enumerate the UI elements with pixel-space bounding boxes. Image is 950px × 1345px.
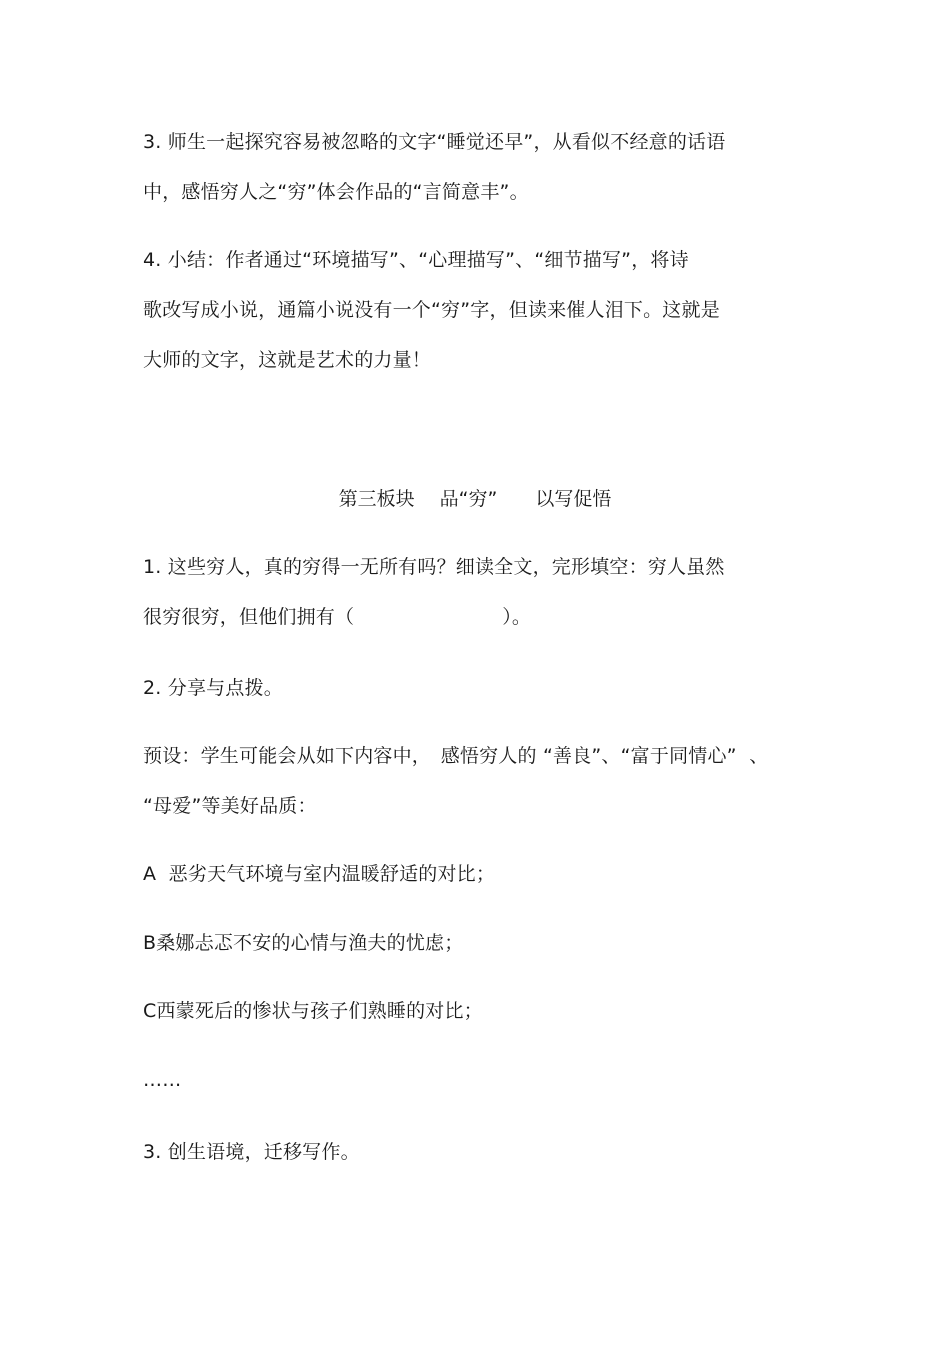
section3-item3: 3. 创生语境，迁移写作。 xyxy=(143,1141,360,1163)
item1-text-after-blank: ）。 xyxy=(502,606,532,628)
section2-item3-line1: 3. 师生一起探究容易被忽略的文字“睡觉还早”，从看似不经意的话语 xyxy=(143,131,726,153)
section2-item4-line2: 歌改写成小说，通篇小说没有一个“穷”字，但读来催人泪下。这就是 xyxy=(143,299,720,321)
option-b: B桑娜忐忑不安的心情与渔夫的忧虑； xyxy=(143,932,464,954)
item1-text-before-blank: 很穷很穷，但他们拥有（ xyxy=(143,606,355,628)
section2-item3-line2: 中，感悟穷人之“穷”体会作品的“言简意丰”。 xyxy=(143,181,529,203)
section3-item2: 2. 分享与点拨。 xyxy=(143,677,283,699)
section3-heading: 第三板块 品“穷” 以写促悟 xyxy=(338,488,612,510)
ellipsis: …… xyxy=(143,1069,182,1091)
section3-item1-line2 xyxy=(143,605,531,629)
section3-item1-line1: 1. 这些穷人，真的穷得一无所有吗？细读全文，完形填空：穷人虽然 xyxy=(143,556,725,578)
option-a: A 恶劣天气环境与室内温暖舒适的对比； xyxy=(143,863,496,885)
section2-item4-line1: 4. 小结：作者通过“环境描写”、“心理描写”、“细节描写”，将诗 xyxy=(143,249,689,271)
section2-item4-line3: 大师的文字，这就是艺术的力量！ xyxy=(143,349,432,371)
preset-line2: “母爱”等美好品质： xyxy=(143,795,317,817)
preset-line1: 预设：学生可能会从如下内容中， 感悟穷人的 “善良”、“富于同情心” 、 xyxy=(143,745,769,767)
option-c: C西蒙死后的惨状与孩子们熟睡的对比； xyxy=(143,1000,483,1022)
